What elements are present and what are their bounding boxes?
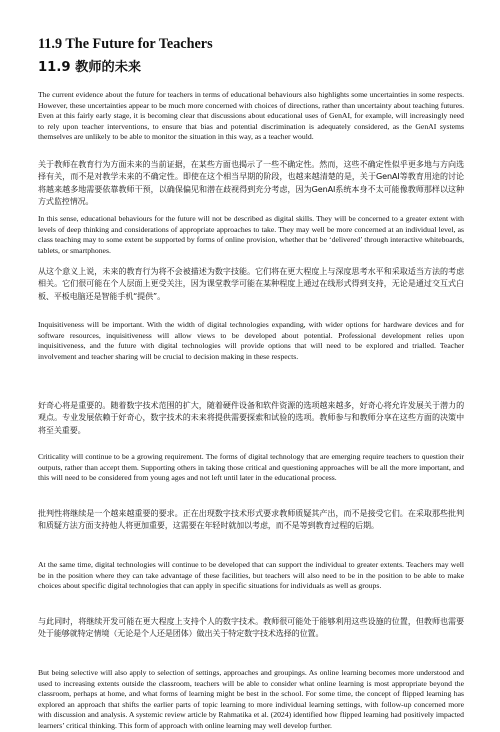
paragraph-en-4: Criticality will continue to be a growing requirement. The forms of digital technology that are emerging require teachers to question their outputs, rather than accept them. Supporting others in taking those critical and questioning approaches will be all the more important, and this will need to be considered from young ages and not left until later in the educational process. xyxy=(38,452,464,483)
paragraph-en-5: At the same time, digital technologies will continue to be developed that can support the individual to greater extents. Teachers may well be in the position where they can take advantage of these facilities, but teachers will also need to be in the position to be able to make choices about specific digital technologies that can apply in specific situations for individuals as well as groups. xyxy=(38,560,464,591)
paragraph-zh-2: 从这个意义上说，未来的教育行为将不会被描述为数字技能。它们将在更大程度上与深度思考水平和采取适当方法的考虑相关。它们很可能在个人层面上更受关注，因为课堂教学可能在某种程度上通过在线形式得到支持，无论是通过交互式白板、平板电脑还是智能手机“提供”。 xyxy=(38,267,464,301)
page-content xyxy=(38,36,464,730)
paragraph-en-2: In this sense, educational behaviours for the future will not be described as digital skills. They will be concerned to a greater extent with levels of deep thinking and considerations of appropriate approaches to take. They may well be more concerned at an individual level, as class teaching may to some extent be supported by forms of online provision, whether that be ‘delivered’ through interactive whiteboards, tablets, or smartphones. xyxy=(38,214,464,255)
paragraph-zh-4: 批判性将继续是一个越来越重要的要求。正在出现数字技术形式要求教师质疑其产出，而不是接受它们。在采取那些批判和质疑方法方面支持他人将更加重要，这需要在年轻时就加以考虑，而不是等到教育过程的后期。 xyxy=(38,509,464,531)
section-title-chinese: 11.9 教师的未来 xyxy=(38,60,142,75)
paragraph-zh-3: 好奇心将是重要的。随着数字技术范围的扩大，随着硬件设备和软件资源的选项越来越多，好奇心将允许发展关于潜力的观点。专业发展依赖于好奇心，数字技术的未来将提供需要探索和试验的选项。教师参与和教师分享在这些方面的决策中将至关重要。 xyxy=(38,401,464,435)
paragraph-en-1: The current evidence about the future for teachers in terms of educational behaviours also highlights some uncertainties in some respects. However, these uncertainties appear to be much more concerned with choices of directions, rather than uncertainty about teaching futures. Even at this fairly early stage, it is becoming clear that discussions about educational uses of GenAI, for example, will increasingly need to rely upon teacher interventions, to ensure that bias and potential discrimination is adequately considered, as the GenAI systems themselves are unlikely to be able to monitor the situation in this way, as a teacher would. xyxy=(38,90,464,142)
section-title-english: 11.9 The Future for Teachers xyxy=(38,36,213,52)
paragraph-en-6: But being selective will also apply to selection of settings, approaches and groupings. As online learning becomes more understood and used to increasing extents outside the classroom, teachers will be able to consider what online learning is most appropriate beyond the classroom, perhaps at home, and what forms of learning might be best in the school. For some time, the concept of flipped learning has explored an approach that shifts the earlier parts of topic learning to more individual learning settings, with follow-up concerned more with discussion and analysis. A systemic review article by Rahmatika et al. (2024) identified how flipped learning had positively impacted learners’ critical thinking. This form of approach with online learning may well develop further. xyxy=(38,668,464,730)
paragraph-en-3: Inquisitiveness will be important. With the width of digital technologies expanding, with wider options for hardware devices and for software resources, inquisitiveness will allow views to be developed about potential. Professional development relies upon inquisitiveness, and the future with digital technologies will provide options that will need to be explored and trialled. Teacher involvement and teacher sharing will be crucial to decision making in these respects. xyxy=(38,320,464,361)
paragraph-zh-5: 与此同时，将继续开发可能在更大程度上支持个人的数字技术。教师很可能处于能够利用这些设施的位置，但教师也需要处于能够就特定情境（无论是个人还是团体）做出关于特定数字技术选择的位置。 xyxy=(38,617,464,639)
paragraph-zh-1: 关于教师在教育行为方面未来的当前证据，在某些方面也揭示了一些不确定性。然而，这些不确定性似乎更多地与方向选择有关，而不是对教学未来的不确定性。即使在这个相当早期的阶段，也越来越清楚的是，关于GenAI等教育用途的讨论将越来越多地需要依靠教师干预，以确保偏见和潜在歧视得到充分考虑，因为GenAI系统本身不太可能像教师那样以这种方式监控情况。 xyxy=(38,160,464,206)
